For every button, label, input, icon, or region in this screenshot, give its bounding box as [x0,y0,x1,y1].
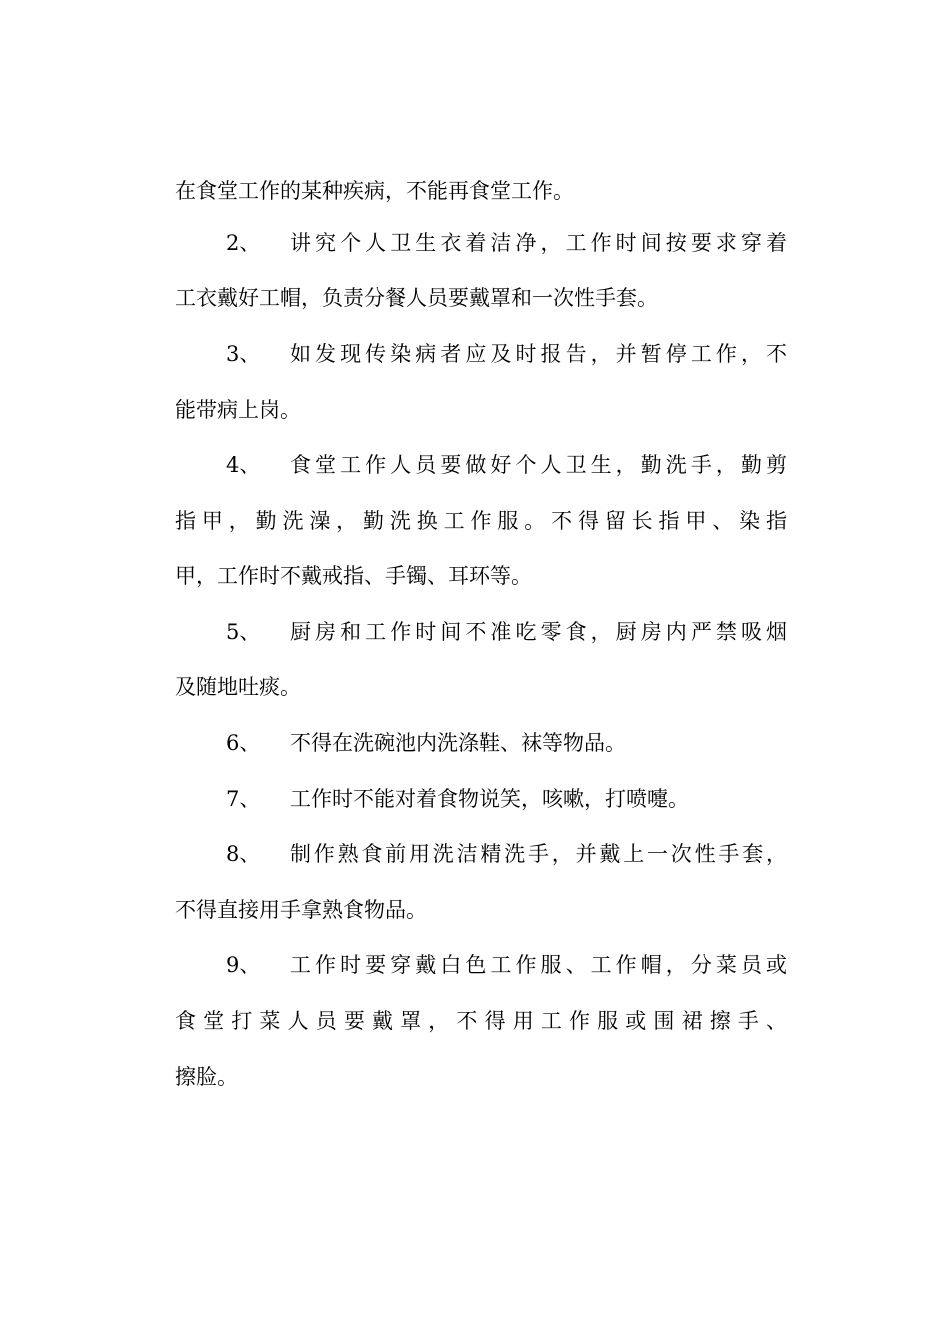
item-line: 及随地吐痰。 [175,675,301,699]
item-line: 讲究个人卫生衣着洁净，工作时间按要求穿着 [290,231,787,255]
item-number: 4、 [226,453,261,477]
item-line: 指甲，勤洗澡，勤洗换工作服。不得留长指甲、染指 [175,509,787,533]
item-line: 食堂工作人员要做好个人卫生，勤洗手，勤剪 [290,453,787,477]
item-line: 甲，工作时不戴戒指、手镯、耳环等。 [175,564,532,588]
item-line: 工作时不能对着食物说笑，咳嗽，打喷嚏。 [290,787,689,811]
item-line: 工衣戴好工帽，负责分餐人员要戴罩和一次性手套。 [175,286,658,310]
item-number: 9、 [226,953,261,977]
item-number: 7、 [226,787,261,811]
item-line: 能带病上岗。 [175,398,301,422]
item-line: 食堂打菜人员要戴罩，不得用工作服或围裙擦手、 [175,1009,787,1033]
item-line: 不得直接用手拿熟食物品。 [175,898,427,922]
item-line: 擦脸。 [175,1065,238,1089]
item-line: 厨房和工作时间不准吃零食，厨房内严禁吸烟 [290,620,787,644]
item-number: 2、 [226,231,261,255]
paragraph-continuation: 在食堂工作的某种疾病，不能再食堂工作。 [175,179,574,203]
item-line: 如发现传染病者应及时报告，并暂停工作，不 [290,342,787,366]
item-line: 不得在洗碗池内洗涤鞋、袜等物品。 [290,731,626,755]
item-number: 5、 [226,620,261,644]
item-number: 8、 [226,842,261,866]
item-line: 制作熟食前用洗洁精洗手，并戴上一次性手套， [290,842,787,866]
item-line: 工作时要穿戴白色工作服、工作帽，分菜员或 [290,953,787,977]
item-number: 6、 [226,731,261,755]
item-number: 3、 [226,342,261,366]
